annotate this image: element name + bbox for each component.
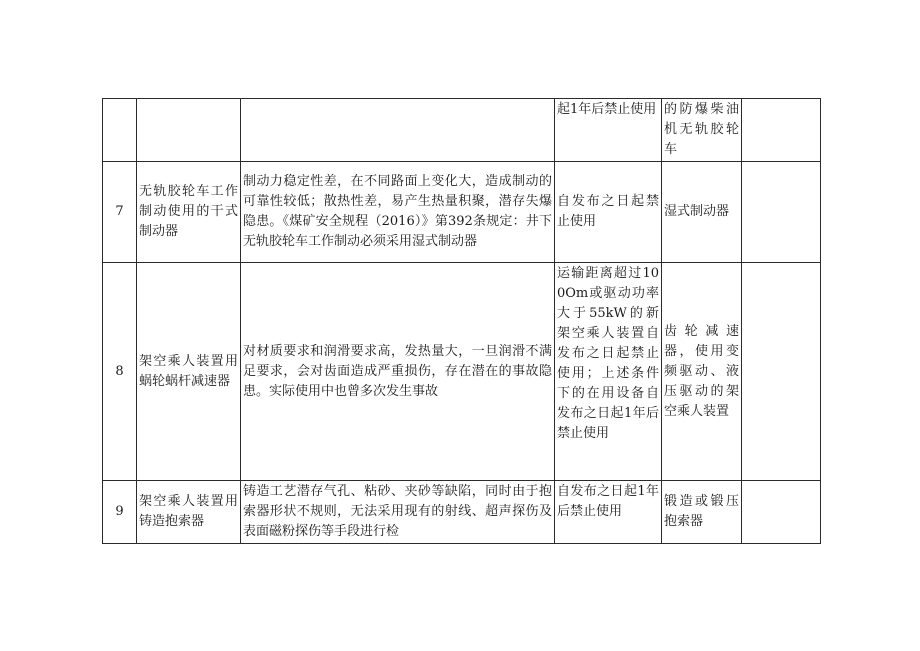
equipment-name: 无轨胶轮车工作制动使用的干式制动器 (137, 162, 241, 263)
prohibition-reason: 铸造工艺潜存气孔、粘砂、夹砂等缺陷，同时由于抱索器形状不规则，无法采用现有的射线、超声探伤及表面磁粉探伤等手段进行检 (241, 481, 555, 544)
note-cell (742, 99, 821, 162)
equipment-name: 架空乘人装置用蜗轮蜗杆减速器 (137, 263, 241, 481)
alternative-equipment: 齿轮减速器，使用变频驱动、液压驱动的架空乘人装置 (662, 263, 742, 481)
alternative-equipment: 锻造或锻压抱索器 (662, 481, 742, 544)
row-number (103, 99, 137, 162)
note-cell (742, 481, 821, 544)
alternative-equipment: 湿式制动器 (662, 162, 742, 263)
prohibition-reason: 制动力稳定性差，在不同路面上变化大，造成制动的可靠性较低；散热性差，易产生热量积聚，潜存失爆隐患。《煤矿安全规程（2016）》第392条规定：井下无轨胶轮车工作制动必须采用湿式制动器 (241, 162, 555, 263)
prohibition-time: 起1年后禁止使用 (555, 99, 662, 162)
table-row (103, 162, 821, 263)
row-number: 9 (103, 481, 137, 544)
equipment-prohibition-table (102, 98, 821, 544)
prohibition-time: 自发布之日起1年后禁止使用 (555, 481, 662, 544)
equipment-name (137, 99, 241, 162)
table-row (103, 263, 821, 481)
note-cell (742, 162, 821, 263)
prohibition-time: 自发布之日起禁止使用 (555, 162, 662, 263)
table-row (103, 99, 821, 162)
prohibition-reason (241, 99, 555, 162)
prohibition-reason: 对材质要求和润滑要求高，发热量大，一旦润滑不满足要求，会对齿面造成严重损伤，存在潜在的事故隐患。实际使用中也曾多次发生事故 (241, 263, 555, 481)
equipment-name: 架空乘人装置用铸造抱索器 (137, 481, 241, 544)
row-number: 8 (103, 263, 137, 481)
note-cell (742, 263, 821, 481)
table-row (103, 481, 821, 544)
row-number: 7 (103, 162, 137, 263)
prohibition-time: 运输距离超过100Om或驱动功率大于55kW的新架空乘人装置自发布之日起禁止使用；上述条件下的在用设备自发布之日起1年后禁止使用 (555, 263, 662, 481)
alternative-equipment: 的防爆柴油机无轨胶轮车 (662, 99, 742, 162)
